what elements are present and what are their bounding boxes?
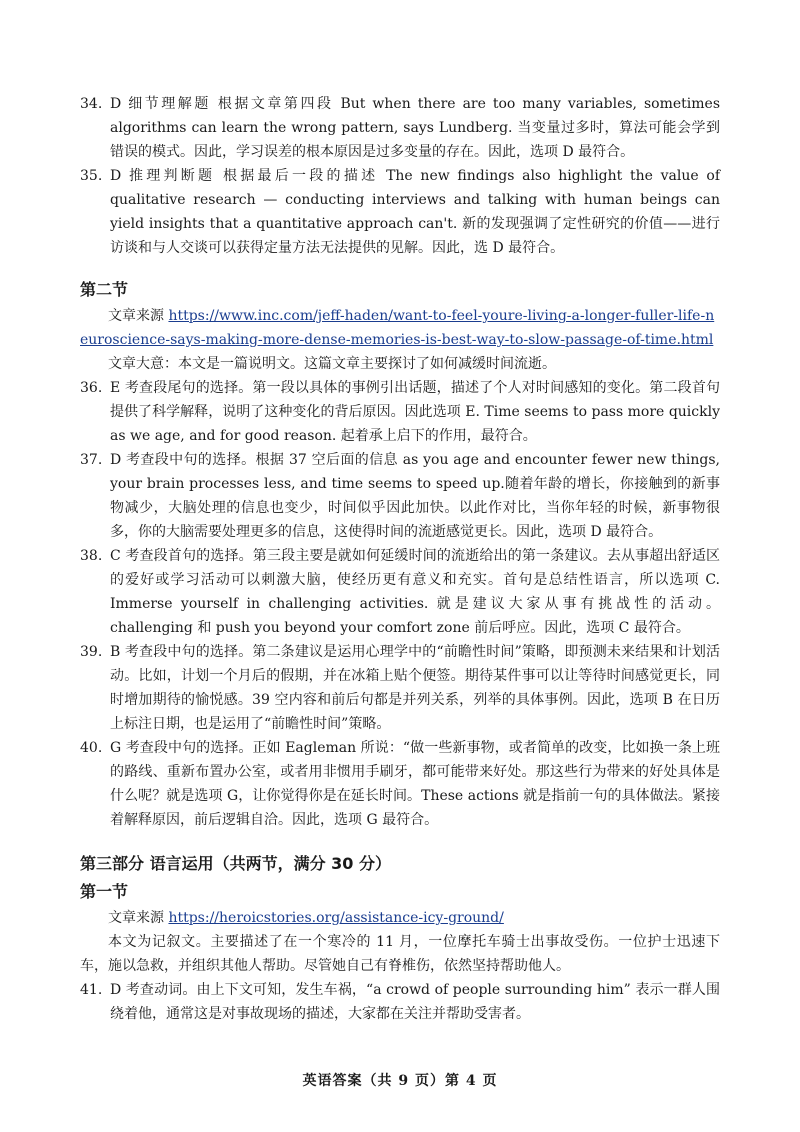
article-source	[80, 304, 720, 352]
answer-34	[80, 92, 720, 164]
answer-explanation: C 考查段首句的选择。第三段主要是就如何延缓时间的流逝给出的第一条建议。去从事超出舒适区的爱好或学习活动可以刺激大脑，使经历更有意义和充实。首句是总结性语言，所以选项 C. Immerse yourself in challenging activities. 就是建议大家从事有挑战性的活动。challenging 和 push you beyond your comfort zone 前后呼应。因此，选项 C 最符合。	[110, 548, 720, 636]
answer-explanation: G 考查段中句的选择。正如 Eagleman 所说：“做一些新事物，或者简单的改变，比如换一条上班的路线、重新布置办公室，或者用非惯用手刷牙，都可能带来好处。那这些行为带来的好处具体是什么呢？就是选项 G，让你觉得你是在延长时间。These actions 就是指前一句的具体做法。紧接着解释原因，前后逻辑自洽。因此，选项 G 最符合。	[110, 740, 720, 828]
question-number: 41.	[80, 982, 103, 998]
source-link[interactable]: https://heroicstories.org/assistance-icy-ground/	[168, 910, 504, 926]
answer-37	[80, 448, 720, 544]
question-number: 40.	[80, 740, 103, 756]
source-link[interactable]: https://www.inc.com/jeff-haden/want-to-feel-youre-living-a-longer-fuller-life-neuroscience-says-making-more-dense-memories-is-best-way-to-slow-passage-of-time.html	[80, 308, 715, 348]
answer-38	[80, 544, 720, 640]
answer-39	[80, 640, 720, 736]
section-heading: 第二节	[80, 280, 129, 299]
question-number: 35.	[80, 168, 103, 184]
answer-explanation: D 细节理解题 根据文章第四段 But when there are too many variables, sometimes algorithms can learn the wrong pattern, says Lundberg. 当变量过多时，算法可能会学到错误的模式。因此，学习误差的根本原因是过多变量的存在。因此，选项 D 最符合。	[110, 96, 720, 160]
question-number: 37.	[80, 452, 103, 468]
part-heading: 第三部分 语言运用（共两节，满分 30 分）	[80, 854, 391, 873]
subsection-heading: 第一节	[80, 882, 129, 901]
answer-36	[80, 376, 720, 448]
question-number: 39.	[80, 644, 103, 660]
article-summary: 本文为记叙文。主要描述了在一个寒冷的 11 月，一位摩托车骑士出事故受伤。一位护士迅速下车，施以急救，并组织其他人帮助。尽管她自己有脊椎伤，依然坚持帮助他人。	[80, 934, 720, 974]
question-number: 38.	[80, 548, 103, 564]
answer-40	[80, 736, 720, 832]
article-source	[80, 906, 720, 930]
source-label: 文章来源	[108, 910, 169, 926]
answer-explanation: D 考查动词。由上下文可知，发生车祸，“a crowd of people surrounding him” 表示一群人围绕着他，通常这是对事故现场的描述，大家都在关注并帮助受害者。	[110, 982, 720, 1022]
source-label: 文章来源	[108, 308, 169, 324]
article-summary: 文章大意：本文是一篇说明文。这篇文章主要探讨了如何减缓时间流逝。	[108, 356, 556, 372]
page-footer: 英语答案（共 9 页）第 4 页	[302, 1073, 498, 1089]
answer-explanation: B 考查段中句的选择。第二条建议是运用心理学中的“前瞻性时间”策略，即预测未来结果和计划活动。比如，计划一个月后的假期，并在冰箱上贴个便签。期待某件事可以让等待时间感觉更长，同时增加期待的愉悦感。39 空内容和前后句都是并列关系，列举的具体事例。因此，选项 B 在日历上标注日期，也是运用了“前瞻性时间”策略。	[110, 644, 720, 732]
answer-content	[80, 92, 720, 1026]
answer-35	[80, 164, 720, 260]
question-number: 34.	[80, 96, 103, 112]
answer-explanation: E 考查段尾句的选择。第一段以具体的事例引出话题，描述了个人对时间感知的变化。第二段首句提供了科学解释，说明了这种变化的背后原因。因此选项 E. Time seems to pass more quickly as we age, and for good reason. 起着承上启下的作用，最符合。	[110, 380, 720, 444]
answer-explanation: D 考查段中句的选择。根据 37 空后面的信息 as you age and encounter fewer new things, your brain processes less, and time seems to speed up.随着年龄的增长，你接触到的新事物减少，大脑处理的信息也变少，时间似乎因此加快。以此作对比，当你年轻的时候，新事物很多，你的大脑需要处理更多的信息，这使得时间的流逝感觉更长。因此，选项 D 最符合。	[110, 452, 720, 540]
answer-explanation: D 推理判断题 根据最后一段的描述 The new findings also highlight the value of qualitative research — conducting interviews and talking with human beings can yield insights that a quantitative approach can't. 新的发现强调了定性研究的价值——进行访谈和与人交谈可以获得定量方法无法提供的见解。因此，选 D 最符合。	[110, 168, 720, 256]
question-number: 36.	[80, 380, 103, 396]
answer-41	[80, 978, 720, 1026]
